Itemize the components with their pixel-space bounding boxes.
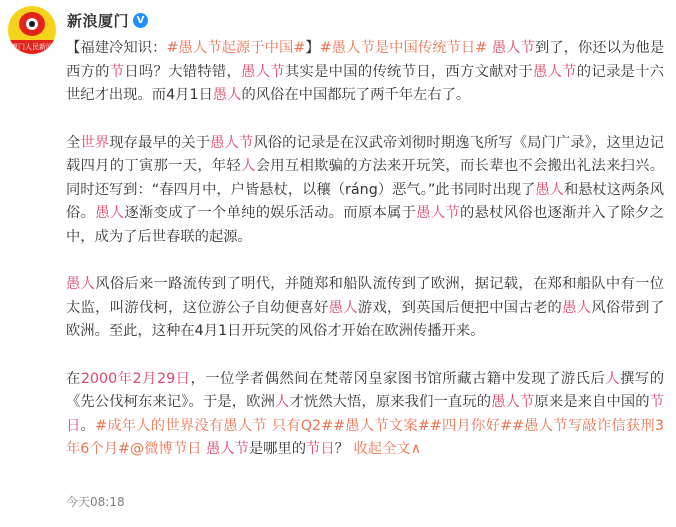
post-text: 的风俗在中国都玩了两千年左右了。 <box>241 87 471 103</box>
post-text: 风俗带到了欧洲。至此，这种在4月1日开玩笑的风俗才开始在欧洲传播开来。 <box>66 299 665 339</box>
highlighted-keyword: 愚人 <box>562 299 592 316</box>
highlighted-keyword: 愚人 <box>212 87 242 103</box>
highlighted-keyword: 愚人节 <box>491 40 535 56</box>
post-text: 在 <box>66 370 81 387</box>
post-timestamp[interactable]: 今天08:18 <box>66 495 125 509</box>
collapse-arrow-icon[interactable]: ∧ <box>410 441 422 457</box>
highlighted-keyword: 2000年2月29日 <box>80 370 191 387</box>
avatar[interactable] <box>8 6 56 54</box>
highlighted-keyword: 节日 <box>306 441 335 457</box>
post-text: 是哪里的 <box>248 441 307 457</box>
post-text: ？ <box>334 441 354 457</box>
post-paragraph-3 <box>66 273 664 344</box>
hashtag-link[interactable]: #愚人节是中国传统节日# <box>319 40 488 56</box>
highlighted-keyword: 愚人 <box>95 205 125 221</box>
post-text: 风俗后来一路流传到了明代，并随郑和船队流传到了欧洲，据记载，在郑和船队中有一位太监，叫游伐柯，这位游公子自幼便喜好 <box>66 276 664 316</box>
post-paragraph-1 <box>66 37 664 108</box>
highlighted-keyword: 世界 <box>80 134 110 151</box>
highlighted-keyword: 节 <box>109 63 125 80</box>
highlighted-keyword: 愚人节 <box>210 134 254 151</box>
post-text: 其实是中国的传统节日，西方文献对于 <box>284 63 533 80</box>
post-text: 和悬杖这两条风俗。 <box>66 181 665 221</box>
post-text: 日吗？大错特错， <box>124 63 242 80</box>
account-name[interactable]: 新浪厦门 <box>67 11 130 30</box>
post-text: 风俗的记录是在汉武帝刘彻时期逸飞所写《局门广录》，这里边记载四月的丁寅那一天，年轻 <box>66 134 665 174</box>
highlighted-keyword: 节日 <box>66 394 665 434</box>
post-text: 的记录是十六世纪才出现。而4月1日 <box>66 63 665 103</box>
post-content <box>66 37 664 462</box>
post-text: 现存最早的关于 <box>109 134 211 151</box>
hashtag-link[interactable]: #愚人节文案# <box>333 417 430 434</box>
post-paragraph-2 <box>66 132 664 250</box>
post-text: 原来是来自中国的 <box>534 394 650 410</box>
post-text: 全 <box>66 134 81 151</box>
highlighted-keyword: 愚人节 <box>532 63 577 80</box>
verified-badge-icon: V <box>133 13 148 28</box>
collapse-text-link[interactable]: 收起全文 <box>353 441 411 457</box>
post-text: 逐渐变成了一个单纯的娱乐活动。而原本属于 <box>124 205 417 221</box>
post-header <box>67 8 148 32</box>
highlighted-keyword: 人 <box>241 158 256 174</box>
highlighted-keyword: 愚人节 <box>491 394 535 410</box>
highlighted-keyword: 愚人节 <box>241 63 285 80</box>
highlighted-keyword: 愚人节 <box>416 205 461 221</box>
mention-link[interactable]: @微博节日 <box>129 441 202 457</box>
highlighted-keyword: 愚人 <box>328 299 358 316</box>
avatar-caption: 厦门人民新闻 <box>8 40 56 54</box>
post-text: 游戏，到英国后便把中国古老的 <box>357 299 563 316</box>
post-text: 【福建冷知识： <box>66 40 167 56</box>
post-text: 撰写的《先公伐柯东来记》。于是，欧洲 <box>66 370 665 410</box>
hashtag-link[interactable]: #四月你好# <box>429 417 513 434</box>
post-text: 。 <box>80 417 96 434</box>
mascot-icon <box>19 12 45 36</box>
post-text: 到了，你还以为他是西方的 <box>66 40 665 80</box>
hashtag-link[interactable]: #愚人节起源于中国# <box>166 40 306 56</box>
highlighted-keyword: 愚人 <box>66 276 96 292</box>
post-paragraph-4 <box>66 368 664 462</box>
hashtag-link[interactable]: #成年人的世界没有愚人节 只有Q2# <box>95 417 334 434</box>
post-text: 会用互相欺骗的方法来开玩笑，而长辈也不会搬出礼法来扫兴。同时还写到：“春四月中，户皆悬杖，以穰（ráng）恶气。”此书同时出现了 <box>66 158 665 198</box>
highlighted-keyword: 人 <box>275 394 290 410</box>
post-text: 才恍然大悟，原来我们一直玩的 <box>289 394 492 410</box>
highlighted-keyword: 人 <box>605 370 621 387</box>
highlighted-keyword: 愚人 <box>535 181 564 198</box>
post-text: 的悬杖风俗也逐渐并入了除夕之中，成为了后世春联的起源。 <box>66 205 665 245</box>
post-text: ，一位学者偶然间在梵蒂冈皇家图书馆所藏古籍中发现了游氏后 <box>190 370 606 387</box>
hashtag-link[interactable]: #愚人节写敲诈信获刑3年6个月# <box>66 417 665 457</box>
post-text: 】 <box>305 40 320 56</box>
highlighted-keyword: 愚人节 <box>206 441 249 457</box>
